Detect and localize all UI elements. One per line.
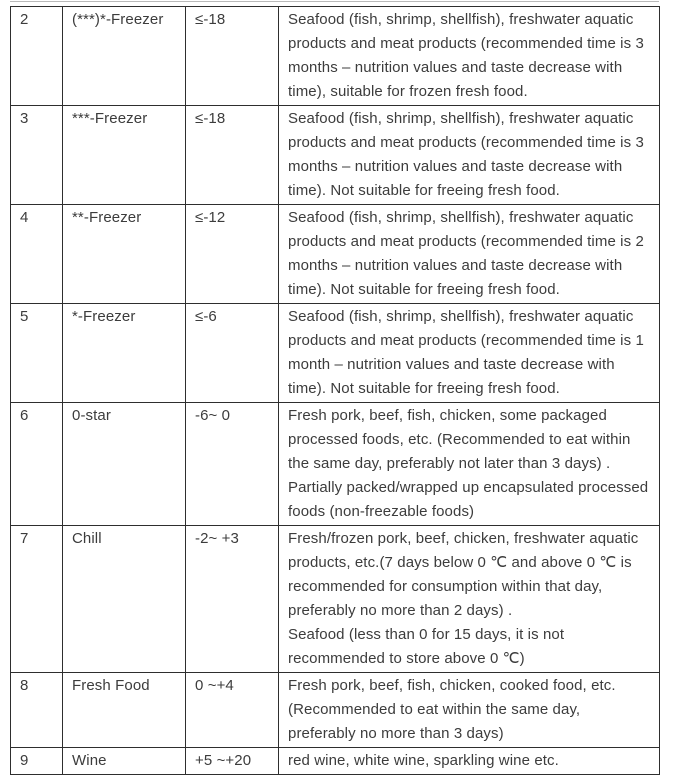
temperature-cell: -6~ 0 [186,403,279,526]
temperature-cell: ≤-12 [186,205,279,304]
table-row [11,403,660,526]
description-cell [279,205,660,304]
description-paragraph: Seafood (fish, shrimp, shellfish), freshwater aquatic products and meat products (recommended time is 2 months – nutrition values and taste decrease with time). Not suitable for freeing fresh food. [288,209,644,298]
description-paragraph: Fresh/frozen pork, beef, chicken, freshwater aquatic products, etc.(7 days below 0 ℃ and above 0 ℃ is recommended for consumption within that day, preferably no more than 2 days) . [288,530,639,619]
table-row [11,673,660,748]
storage-table-body [11,7,660,775]
description-paragraph: Seafood (fish, shrimp, shellfish), freshwater aquatic products and meat products (recommended time is 3 months – nutrition values and taste decrease with time), suitable for frozen fresh food. [288,11,644,100]
compartment-cell: Chill [63,526,186,673]
compartment-cell: 0-star [63,403,186,526]
row-index-cell: 9 [11,748,63,775]
row-index-cell: 7 [11,526,63,673]
table-row [11,748,660,775]
compartment-cell: **-Freezer [63,205,186,304]
description-paragraph: Fresh pork, beef, fish, chicken, some packaged processed foods, etc. (Recommended to eat within the same day, preferably not later than 3 days) . [288,407,631,472]
description-cell [279,7,660,106]
temperature-cell: ≤-18 [186,106,279,205]
description-cell [279,748,660,775]
description-paragraph: Seafood (fish, shrimp, shellfish), freshwater aquatic products and meat products (recommended time is 3 months – nutrition values and taste decrease with time). Not suitable for freeing fresh food. [288,110,644,199]
row-index-cell: 6 [11,403,63,526]
compartment-cell: *-Freezer [63,304,186,403]
temperature-cell: -2~ +3 [186,526,279,673]
clipped-previous-row-border [10,1,659,2]
table-row [11,526,660,673]
table-row [11,7,660,106]
compartment-cell: ***-Freezer [63,106,186,205]
temperature-cell: +5 ~+20 [186,748,279,775]
description-cell [279,403,660,526]
row-index-cell: 4 [11,205,63,304]
row-index-cell: 3 [11,106,63,205]
description-cell [279,106,660,205]
description-cell [279,673,660,748]
description-paragraph: Partially packed/wrapped up encapsulated processed foods (non-freezable foods) [288,479,649,520]
description-paragraph: red wine, white wine, sparkling wine etc. [288,752,559,769]
row-index-cell: 8 [11,673,63,748]
table-row [11,106,660,205]
temperature-cell: 0 ~+4 [186,673,279,748]
description-paragraph: Fresh pork, beef, fish, chicken, cooked food, etc. (Recommended to eat within the same day, preferably no more than 3 days) [288,677,616,742]
compartment-cell: Wine [63,748,186,775]
description-paragraph: Seafood (less than 0 for 15 days, it is not recommended to store above 0 ℃) [288,626,565,667]
description-paragraph: Seafood (fish, shrimp, shellfish), freshwater aquatic products and meat products (recommended time is 1 month – nutrition values and taste decrease with time). Not suitable for freeing fresh food. [288,308,644,397]
row-index-cell: 2 [11,7,63,106]
table-row [11,304,660,403]
table-row [11,205,660,304]
description-cell [279,526,660,673]
row-index-cell: 5 [11,304,63,403]
storage-compartment-table [10,6,660,775]
temperature-cell: ≤-6 [186,304,279,403]
compartment-cell: Fresh Food [63,673,186,748]
description-cell [279,304,660,403]
compartment-cell: (***)*-Freezer [63,7,186,106]
temperature-cell: ≤-18 [186,7,279,106]
